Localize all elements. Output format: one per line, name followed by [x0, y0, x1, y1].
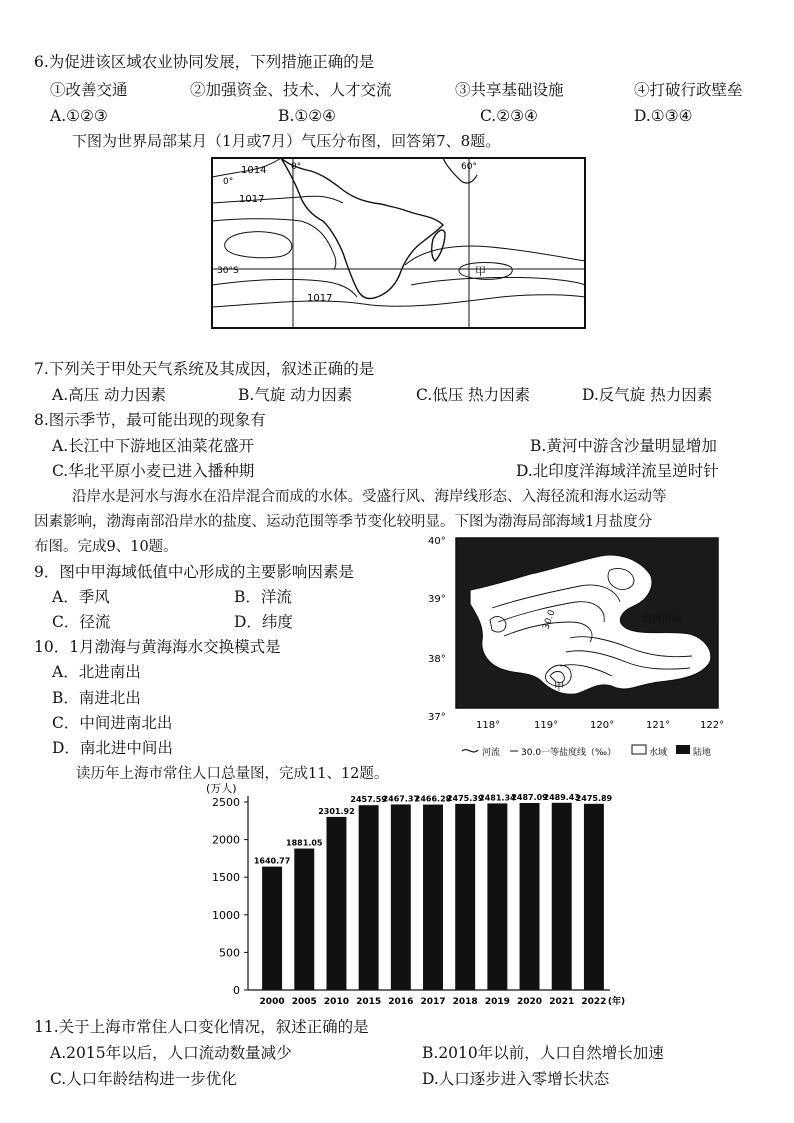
salinity-map-svg: [420, 530, 730, 760]
q6-item-2: ②加强资金、技术、人才交流: [190, 81, 392, 99]
passage-line-2: 因素影响，渤海南部沿岸水的盐度、运动范围等季节变化较明显。下图为渤海局部海域1月盐度分: [34, 514, 653, 530]
strait-label: 渤海海峡: [642, 614, 682, 625]
bar-value-label: 2466.28: [414, 794, 452, 804]
bar-value-label: 1640.77: [253, 856, 291, 866]
bar: [262, 867, 282, 990]
q7-stem: 7.下列关于甲处天气系统及其成因，叙述正确的是: [34, 360, 375, 378]
x-tick-label: 2018: [452, 997, 478, 1007]
lon-label-121: 121°: [646, 720, 671, 731]
lat-label-37: 37°: [428, 712, 446, 723]
q9-stem: 9．图中甲海域低值中心形成的主要影响因素是: [34, 563, 354, 581]
q8-option-a: A.长江中下游地区油菜花盛开: [52, 437, 255, 455]
q9-option-a: A．季风: [52, 588, 110, 606]
bar: [326, 817, 346, 990]
legend-water: 水域: [649, 748, 668, 758]
bar-value-label: 2457.59: [350, 795, 387, 805]
x-tick-label: 2021: [549, 997, 575, 1007]
lon-label-122: 122°: [700, 720, 725, 731]
q9-option-b: B．洋流: [234, 588, 292, 606]
q10-option-a: A．北进南出: [52, 663, 141, 681]
q6-stem: 6.为促进该区域农业协同发展，下列措施正确的是: [34, 53, 375, 71]
q6-option-d: D.①③④: [634, 107, 693, 125]
bar: [552, 803, 572, 990]
y-tick-label: 2000: [212, 833, 240, 847]
y-tick-label: 2500: [212, 796, 240, 809]
lon-label-120: 120°: [590, 720, 615, 731]
bar: [487, 803, 507, 990]
bar: [423, 805, 443, 990]
bar-value-label: 2475.89: [575, 793, 613, 803]
bar: [359, 805, 379, 990]
q7-option-d: D.反气旋 热力因素: [582, 386, 713, 404]
q6-option-a: A.①②③: [50, 107, 108, 125]
lon-label-119: 119°: [534, 720, 559, 731]
q11-option-c: C.人口年龄结构进一步优化: [50, 1070, 237, 1088]
q7-option-c: C.低压 热力因素: [416, 386, 531, 404]
x-tick-label: 2017: [420, 997, 446, 1007]
q6-item-1: ①改善交通: [50, 81, 128, 99]
population-chart: [200, 782, 626, 1012]
lat-label-38: 38°: [428, 654, 446, 665]
x-tick-label: 2010: [323, 997, 349, 1007]
pressure-map: [211, 157, 586, 329]
bar-value-label: 2489.43: [543, 792, 580, 802]
pressure-map-svg: [211, 157, 586, 329]
q11-option-a: A.2015年以后，人口流动数量减少: [50, 1044, 292, 1062]
x-axis-label: (年): [607, 997, 626, 1007]
bar-value-label: 2487.09: [511, 792, 548, 802]
q10-option-b: B．南进北出: [52, 689, 141, 707]
q6-option-b: B.①②④: [278, 107, 337, 125]
bar: [391, 804, 411, 990]
y-tick-label: 1500: [212, 871, 240, 885]
q8-option-d: D.北印度洋海域洋流呈逆时针: [516, 462, 719, 480]
y-tick-label: 1000: [212, 908, 240, 922]
label-jia-2: 甲: [554, 682, 564, 693]
q11-option-b: B.2010年以前，人口自然增长加速: [422, 1044, 664, 1062]
label-lon-0-top: 0°: [291, 162, 302, 172]
x-tick-label: 2000: [259, 997, 285, 1007]
q8-option-b: B.黄河中游含沙量明显增加: [530, 437, 717, 455]
y-tick-label: 0: [233, 984, 240, 997]
passage-line-1: 沿岸水是河水与海水在沿岸混合而成的水体。受盛行风、海岸线形态、入海径流和海水运动等: [72, 489, 667, 505]
label-lon-60: 60°: [461, 162, 477, 172]
q6-option-c: C.②③④: [480, 107, 538, 125]
legend-land-icon: [676, 745, 690, 754]
contour-label: 30.0: [541, 608, 558, 632]
population-chart-svg: [200, 782, 626, 1012]
label-lat-30s: 30°S: [217, 266, 239, 276]
lat-label-40: 40°: [428, 536, 446, 547]
label-1014: 1014: [241, 165, 267, 176]
x-tick-label: 2019: [484, 997, 510, 1007]
q11-option-d: D.人口逐步进入零增长状态: [422, 1070, 610, 1088]
x-tick-label: 2020: [517, 997, 543, 1007]
q8-option-c: C.华北平原小麦已进入播种期: [52, 462, 255, 480]
bar-value-label: 2475.39: [446, 793, 484, 803]
x-tick-label: 2015: [356, 997, 382, 1007]
legend-isohaline: 30.0一等盐度线（‰）: [521, 748, 617, 758]
q8-stem: 8.图示季节，最可能出现的现象有: [34, 411, 266, 429]
bar: [584, 804, 604, 990]
x-tick-label: 2005: [291, 997, 317, 1007]
salinity-map: [420, 530, 730, 760]
q10-stem: 10．1月渤海与黄海海水交换模式是: [34, 638, 281, 656]
label-jia-1: 甲: [475, 265, 486, 278]
q10-option-c: C．中间进南北出: [52, 714, 173, 732]
label-lon-0: 0°: [223, 177, 234, 187]
q9-option-c: C．径流: [52, 613, 111, 631]
q7-option-a: A.高压 动力因素: [52, 386, 167, 404]
bar: [520, 803, 540, 990]
legend-water-icon: [632, 745, 646, 754]
label-1017-top: 1017: [239, 194, 265, 205]
map1-intro: 下图为世界局部某月（1月或7月）气压分布图，回答第7、8题。: [72, 132, 501, 150]
q7-option-b: B.气旋 动力因素: [238, 386, 353, 404]
y-tick-label: 500: [219, 946, 240, 960]
legend-river-icon: [462, 750, 478, 752]
q11-stem: 11.关于上海市常住人口变化情况，叙述正确的是: [34, 1018, 369, 1036]
legend-river: 河流: [482, 748, 501, 758]
x-tick-label: 2016: [388, 997, 414, 1007]
bar: [294, 849, 314, 990]
bar-value-label: 2467.37: [382, 794, 420, 804]
bar-value-label: 2301.92: [318, 806, 355, 816]
x-tick-label: 2022: [581, 997, 607, 1007]
lat-label-39: 39°: [428, 594, 446, 605]
passage-line-3: 布图。完成9、10题。: [34, 539, 178, 555]
y-axis-label: (万人): [206, 782, 237, 795]
q10-option-d: D．南北进中间出: [52, 739, 173, 757]
bar: [455, 804, 475, 990]
legend-land: 陆地: [693, 748, 712, 758]
q11-intro: 读历年上海市常住人口总量图，完成11、12题。: [76, 766, 389, 782]
bar-value-label: 1881.05: [286, 838, 323, 848]
q9-option-d: D．纬度: [234, 613, 293, 631]
lon-label-118: 118°: [476, 720, 501, 731]
q6-item-4: ④打破行政壁垒: [634, 81, 743, 99]
label-1017-bottom: 1017: [307, 293, 333, 304]
bar-value-label: 2481.34: [479, 793, 516, 803]
q6-item-3: ③共享基础设施: [455, 81, 564, 99]
